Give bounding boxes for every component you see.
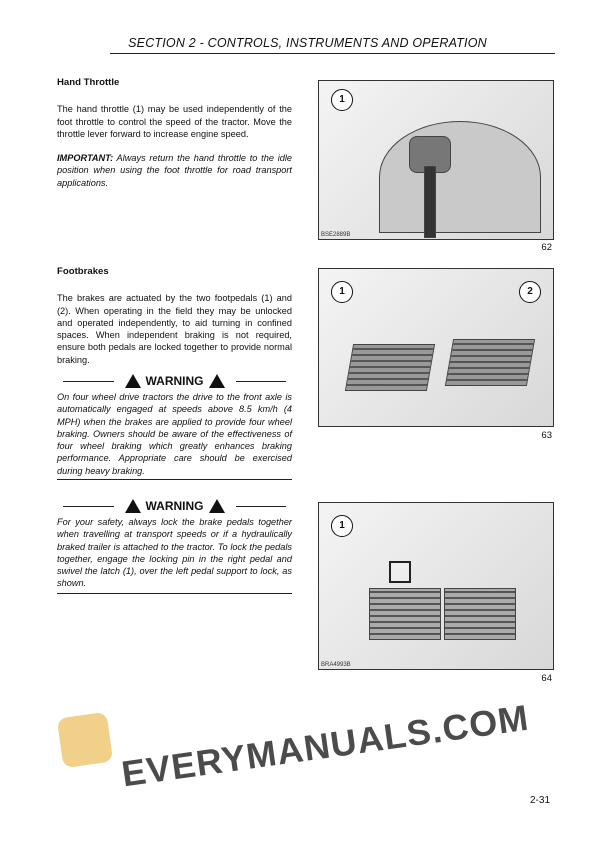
figure-footbrakes [318,268,554,427]
section-header: SECTION 2 - CONTROLS, INSTRUMENTS AND OPERATION [128,36,487,50]
warning-rule [57,593,292,594]
page-number: 2-31 [530,795,551,806]
warning-triangle-icon [209,374,225,388]
hand-throttle-section [57,77,292,189]
figure-code: BRA4993B [321,662,351,668]
warning-triangle-icon [125,374,141,388]
callout: 2 [519,281,541,303]
warning-rule [57,479,292,480]
watermark-logo [57,712,113,768]
figure-number: 64 [541,673,552,684]
figure-code: BSE2889B [321,232,351,238]
hand-throttle-heading: Hand Throttle [57,77,120,88]
figure-number: 63 [541,430,552,441]
callout: 1 [331,515,353,537]
warning-banner-2 [57,499,292,513]
warning-banner-1 [57,374,292,388]
warning-triangle-icon [209,499,225,513]
figure-pedal-lock [318,502,554,670]
watermark: EVERYMANUALS.COM [119,696,532,795]
warning-text-2: For your safety, always lock the brake pedals together when travelling at transport speeds or if a hydraulically braked trailer is attached to the tractor. To lock the pedals together, engage the locking pin in the right pedal and swivel the latch (1), over the left pedal support to lock, as shown. [57,517,292,589]
figure-hand-throttle [318,80,554,240]
hand-throttle-body: The hand throttle (1) may be used independently of the foot throttle to control the speed of the tractor. Move the throttle lever forward to increase engine speed. [57,104,292,139]
callout: 1 [331,89,353,111]
important-label: IMPORTANT: [57,153,114,164]
footbrakes-section [57,266,292,366]
important-text: Always return the hand throttle to the idle position when using the foot throttle for road transport applications. [57,153,292,188]
warning-text-1: On four wheel drive tractors the drive to the front axle is automatically engaged at speeds above 8.5 km/h (4 MPH) when the brakes are applied to provide four wheel braking. Owners should be aware of the effectiveness of four wheel braking which greatly enhances braking performance. Appropriate care should be exercised during heavy braking. [57,392,292,476]
important-note [57,152,292,189]
footbrakes-heading: Footbrakes [57,266,109,277]
header-rule [110,53,555,54]
warning-label: WARNING [145,499,204,513]
callout: 1 [331,281,353,303]
footbrakes-body: The brakes are actuated by the two footpedals (1) and (2). When operating in the field they may be unlocked and operated independently, to aid turning in confined spaces. When independent braking is not required, ensure both pedals are locked together to provide normal braking. [57,293,292,365]
warning-label: WARNING [145,374,204,388]
warning-triangle-icon [125,499,141,513]
figure-number: 62 [541,242,552,253]
